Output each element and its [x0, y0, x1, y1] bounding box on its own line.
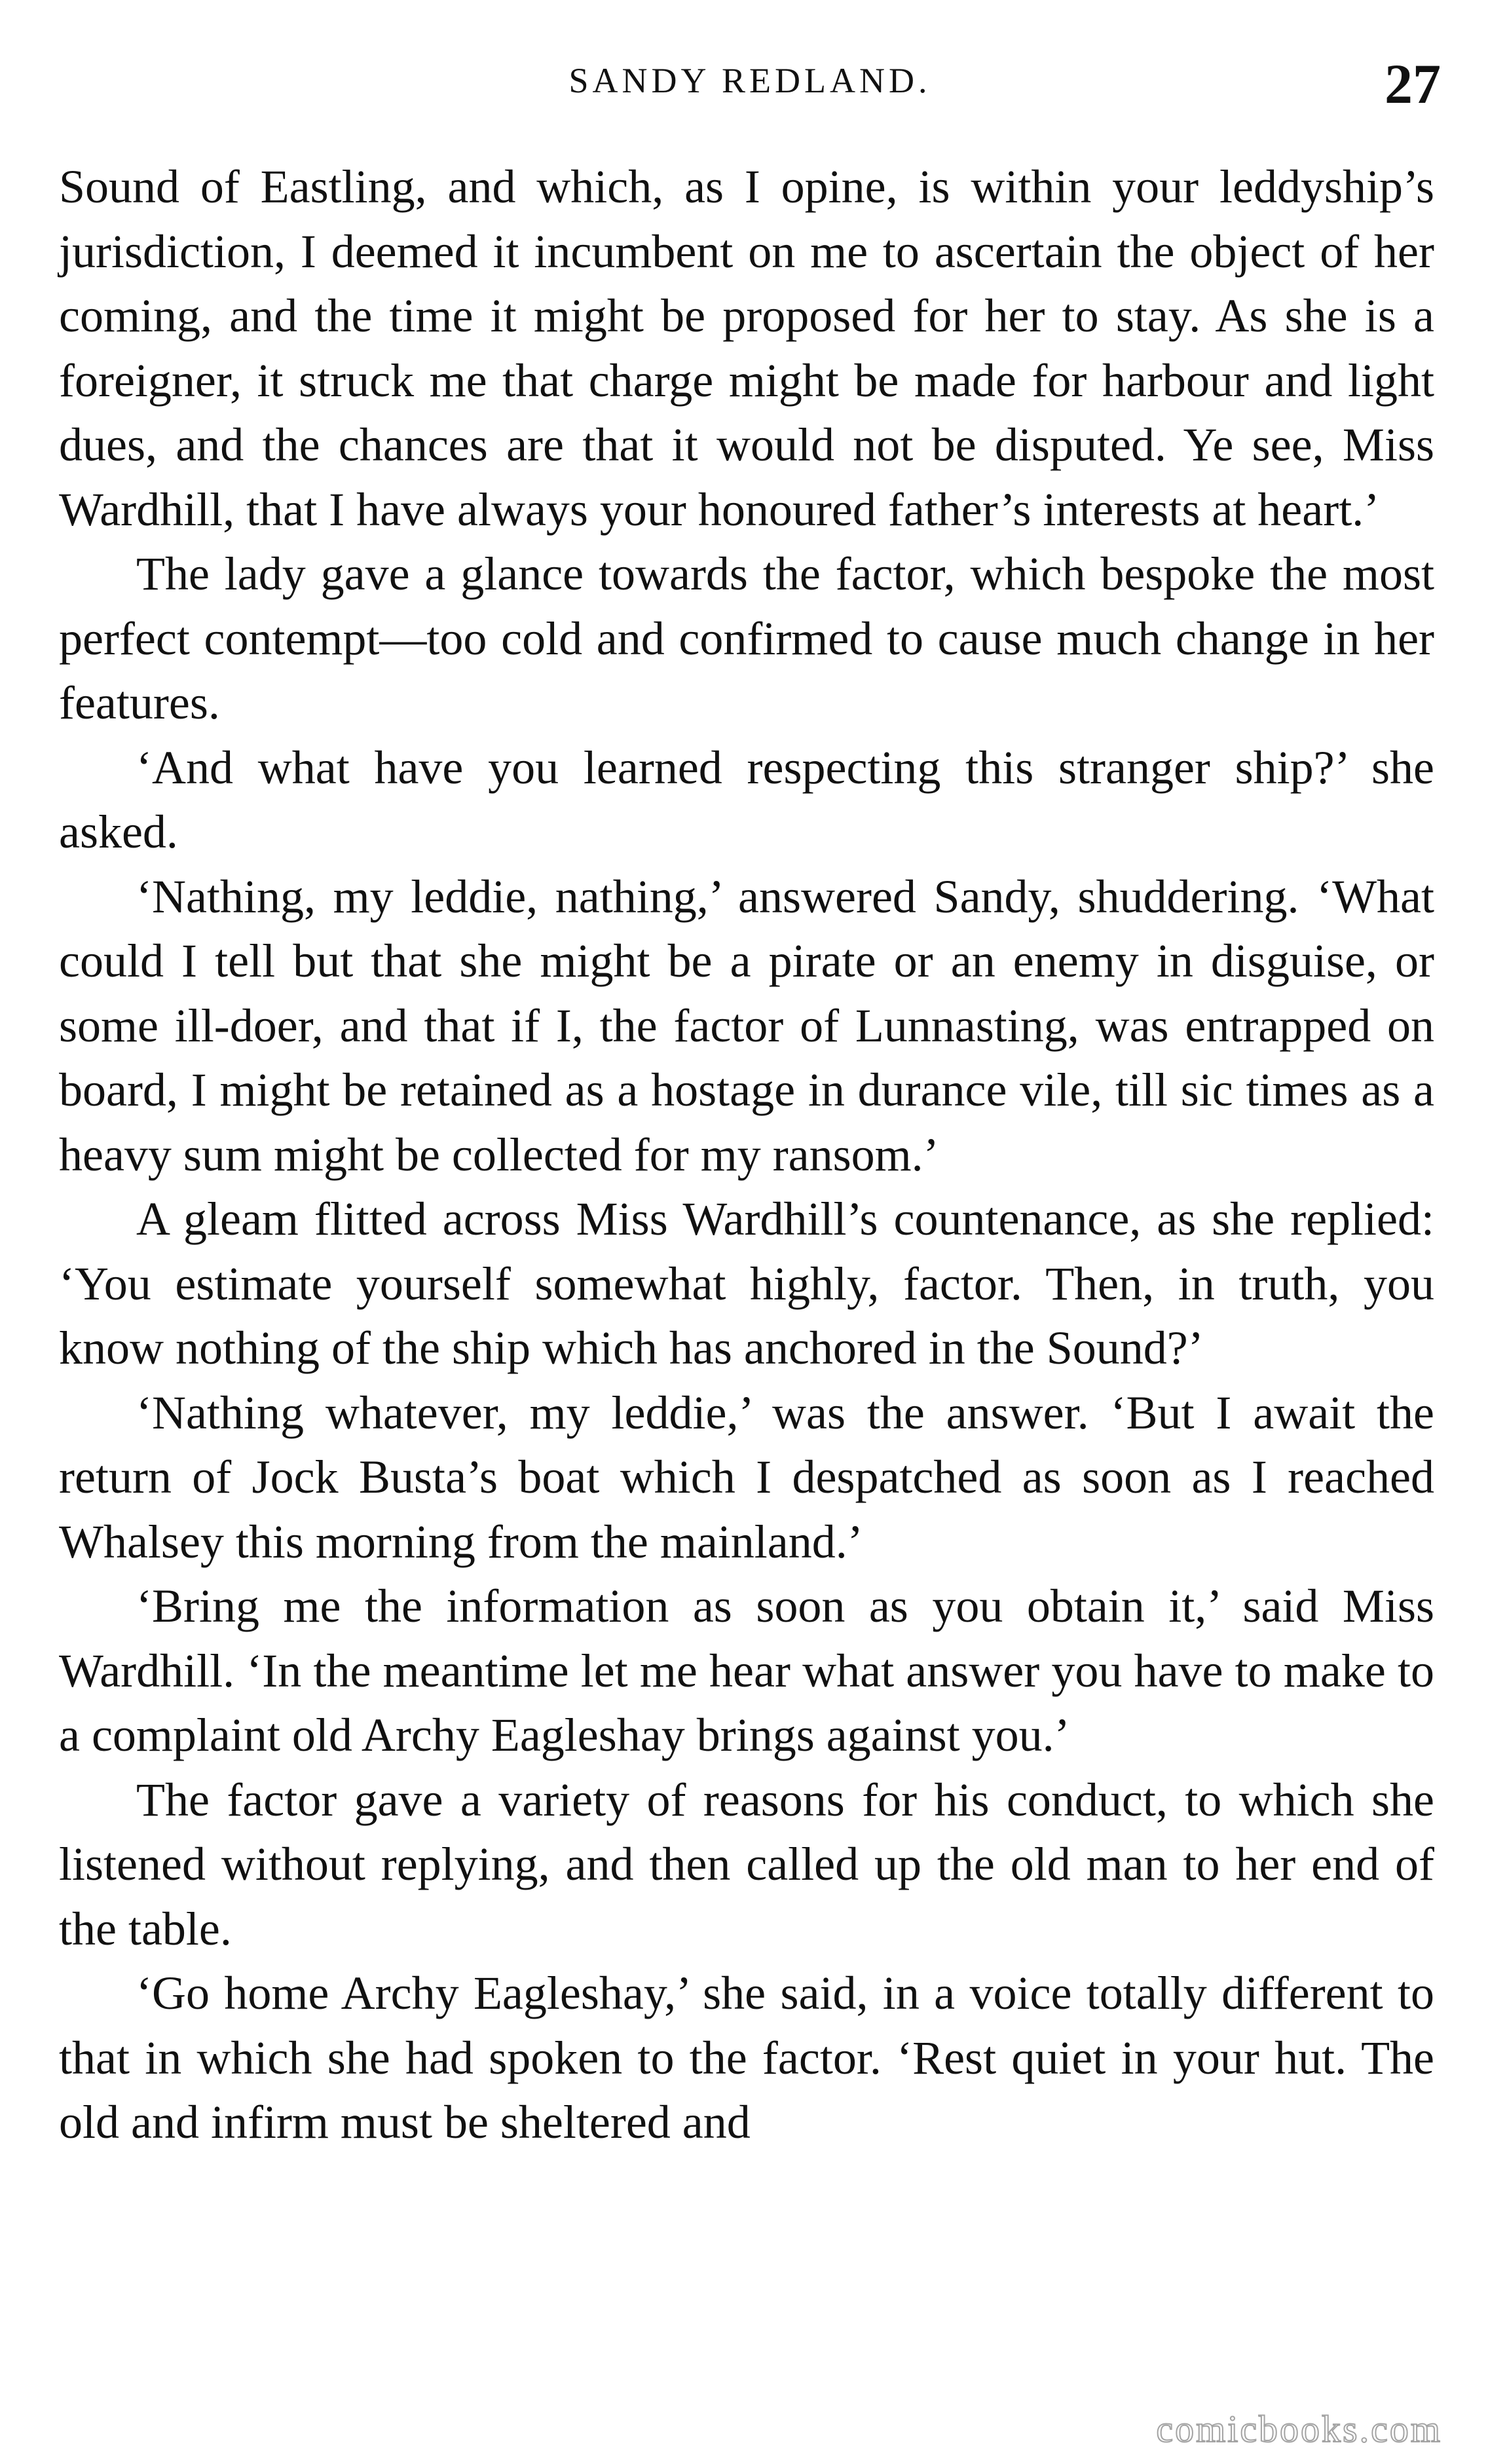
page-number: 27 — [1385, 52, 1441, 115]
running-head — [59, 52, 1441, 126]
paragraph: Sound of Eastling, and which, as I opine, is within your leddyship’s jurisdiction, I deemed it incumbent on me to ascertain the object of her coming, and the time it might be proposed for her to stay. As she is a foreigner, it struck me that charge might be made for harbour and light dues, and the chances are that it would not be disputed. Ye see, Miss Wardhill, that I have always your honoured father’s interests at heart.’ — [59, 160, 1434, 536]
paragraph: A gleam flitted across Miss Wardhill’s countenance, as she replied: ‘You estimate yourself somewhat highly, factor. Then, in truth, you know nothing of the ship which has anchored in the Sound?’ — [59, 1193, 1434, 1374]
paragraph: ‘Go home Archy Eagleshay,’ she said, in a voice totally different to that in which she had spoken to the factor. ‘Rest quiet in your hut. The old and infirm must be sheltered and — [59, 1967, 1434, 2148]
paragraph: ‘Bring me the information as soon as you obtain it,’ said Miss Wardhill. ‘In the meantime let me hear what answer you have to make to a complaint old Archy Eagleshay brings against you.’ — [59, 1580, 1434, 1761]
paragraph: ‘Nathing, my leddie, nathing,’ answered Sandy, shuddering. ‘What could I tell but that she might be a pirate or an enemy in disguise, or some ill-doer, and that if I, the factor of Lunnasting, was entrapped on board, I might be retained as a hostage in durance vile, till sic times as a heavy sum might be collected for my ransom.’ — [59, 870, 1434, 1181]
running-title: SANDY REDLAND. — [568, 61, 931, 100]
paragraph: The factor gave a variety of reasons for his conduct, to which she listened without replying, and then called up the old man to her end of the table. — [59, 1773, 1434, 1955]
paragraph: ‘And what have you learned respecting this stranger ship?’ she asked. — [59, 741, 1434, 858]
watermark: comicbooks.com — [1156, 2408, 1442, 2450]
paragraph: ‘Nathing whatever, my leddie,’ was the answer. ‘But I await the return of Jock Busta’s boat which I despatched as soon as I reached Whalsey this morning from the mainland.’ — [59, 1386, 1434, 1568]
body-text — [59, 155, 1434, 2155]
paragraph: The lady gave a glance towards the factor, which bespoke the most perfect contempt—too cold and confirmed to cause much change in her features. — [59, 548, 1434, 729]
